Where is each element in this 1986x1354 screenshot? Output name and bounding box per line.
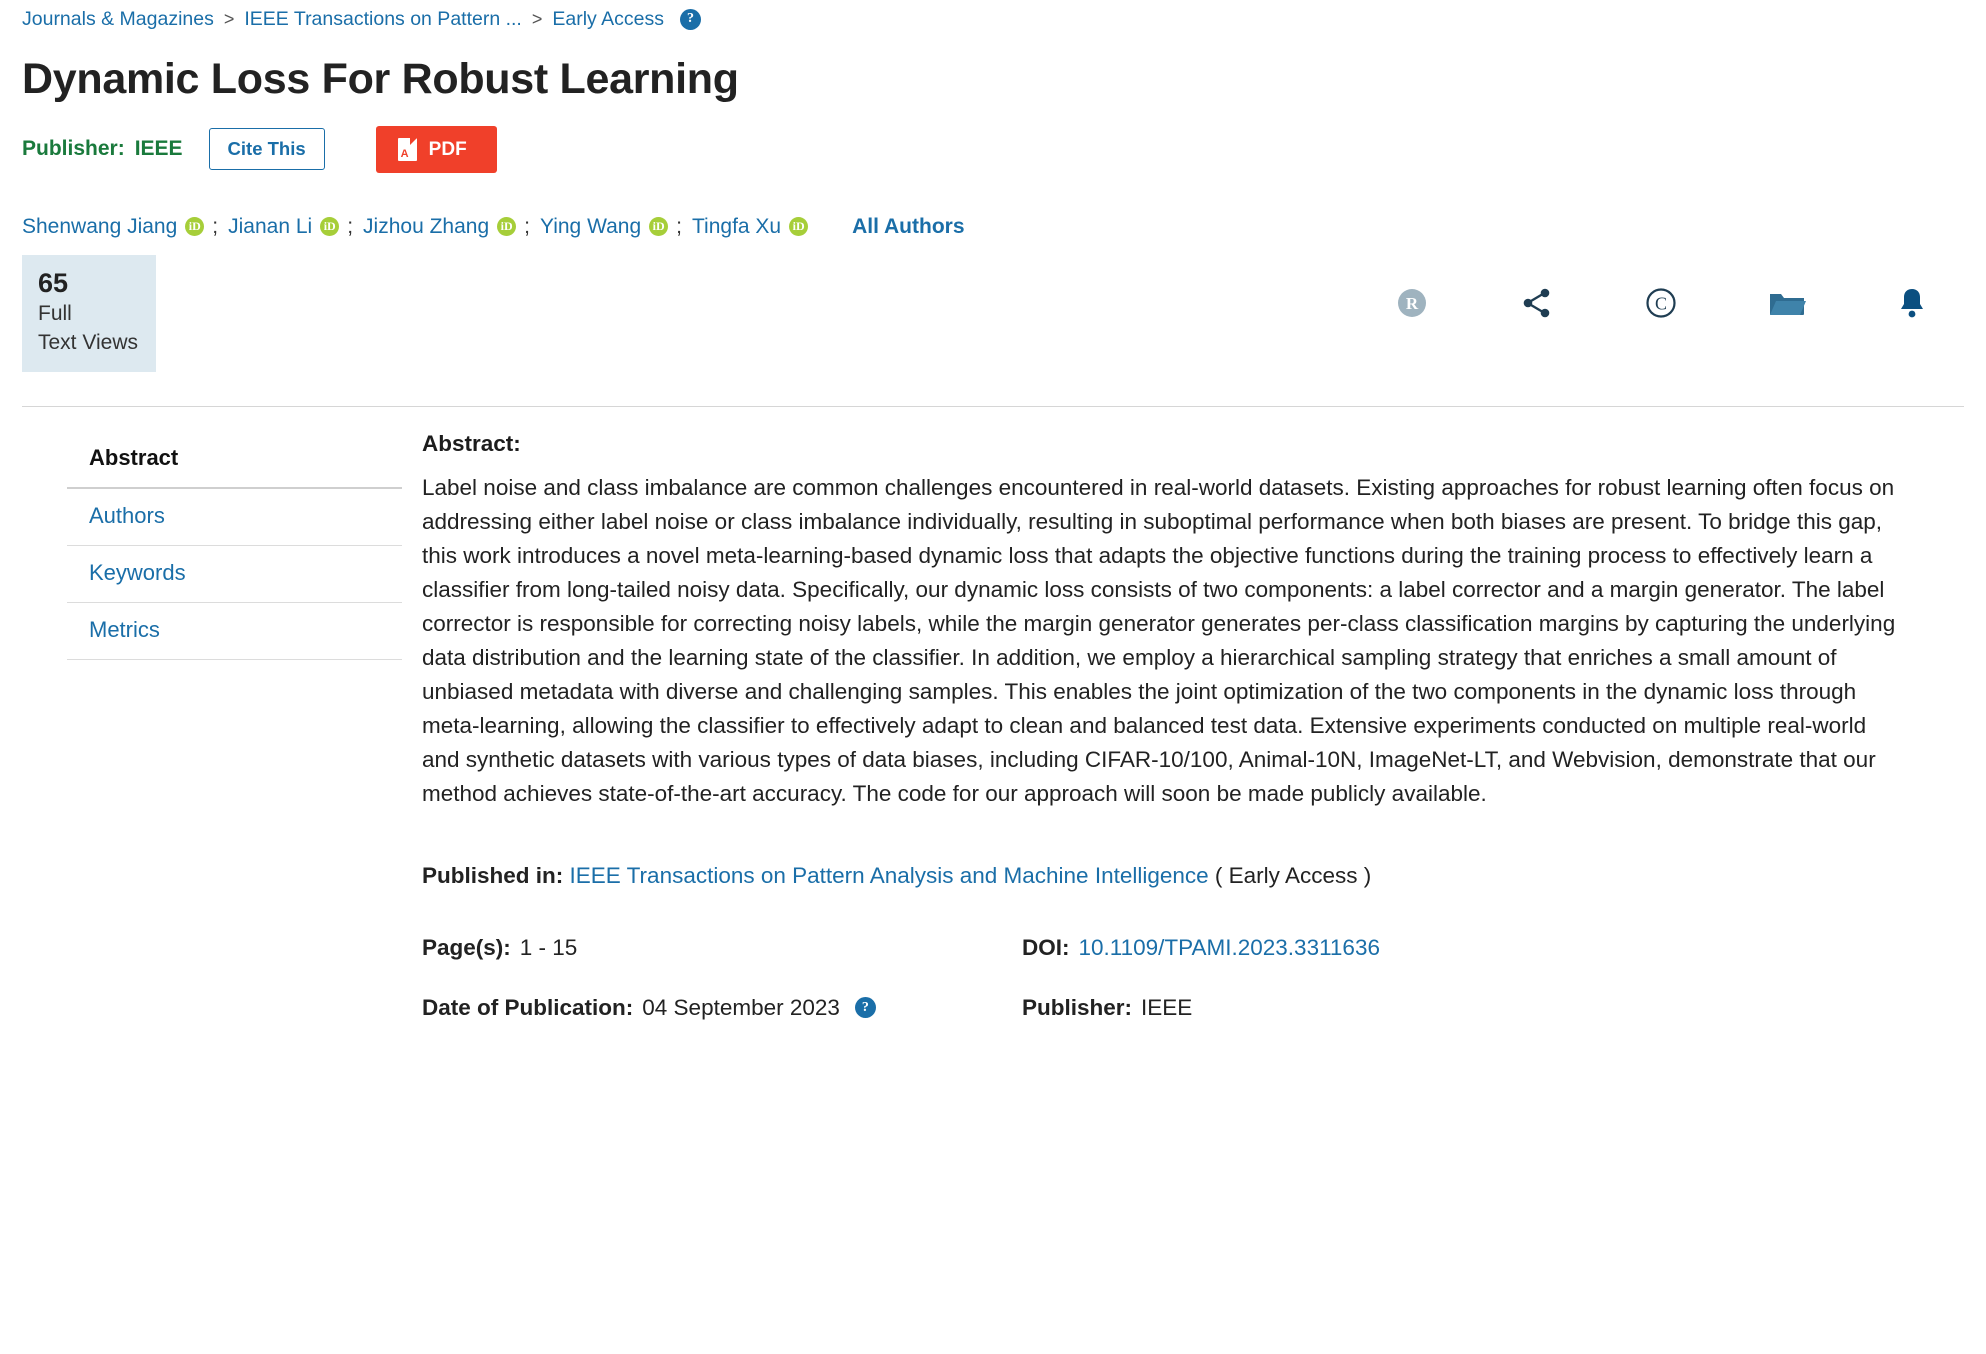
breadcrumb-separator: > bbox=[223, 8, 235, 29]
published-in-suffix: ( Early Access ) bbox=[1214, 862, 1372, 888]
page-title: Dynamic Loss For Robust Learning bbox=[22, 55, 739, 104]
doi-row bbox=[1022, 935, 1904, 961]
publisher-action-row bbox=[22, 126, 1964, 173]
pdf-file-icon bbox=[398, 138, 417, 161]
cite-this-button[interactable]: Cite This bbox=[209, 128, 325, 171]
author-separator: ; bbox=[212, 214, 219, 238]
all-authors-link[interactable]: All Authors bbox=[852, 214, 965, 238]
full-text-views-box bbox=[22, 255, 156, 373]
author-separator: ; bbox=[524, 214, 530, 238]
full-text-views-label-2: Text Views bbox=[38, 331, 138, 355]
sidebar-item-metrics[interactable]: Metrics bbox=[67, 603, 402, 660]
doi-link[interactable]: 10.1109/TPAMI.2023.3311636 bbox=[1078, 934, 1380, 960]
orcid-icon[interactable]: iD bbox=[789, 217, 808, 236]
breadcrumb-item-journals[interactable]: Journals & Magazines bbox=[22, 8, 214, 30]
orcid-icon[interactable]: iD bbox=[320, 217, 339, 236]
orcid-icon[interactable]: iD bbox=[185, 217, 204, 236]
author-separator: ; bbox=[676, 214, 682, 238]
published-in-label: Published in: bbox=[422, 862, 564, 888]
help-icon[interactable]: ? bbox=[680, 9, 701, 30]
svg-text:R: R bbox=[1405, 293, 1419, 313]
breadcrumb-item-transactions[interactable]: IEEE Transactions on Pattern ... bbox=[244, 8, 522, 30]
author-separator: ; bbox=[347, 214, 354, 238]
action-icon-bar bbox=[1394, 285, 1964, 321]
sidebar-item-keywords[interactable]: Keywords bbox=[67, 546, 402, 603]
abstract-heading: Abstract: bbox=[422, 431, 521, 457]
sidebar-item-abstract[interactable]: Abstract bbox=[67, 431, 402, 489]
pdf-button[interactable] bbox=[376, 126, 497, 173]
publisher-row bbox=[1022, 995, 1904, 1021]
author-link[interactable]: Shenwang Jiang bbox=[22, 214, 178, 238]
doi-label: DOI: bbox=[1022, 934, 1070, 960]
rights-permissions-icon[interactable] bbox=[1644, 286, 1678, 320]
research-alerts-icon[interactable] bbox=[1394, 285, 1430, 321]
author-link[interactable]: Ying Wang bbox=[539, 214, 642, 238]
share-icon[interactable] bbox=[1520, 286, 1554, 320]
abstract-text: Label noise and class imbalance are common challenges encountered in real-world datasets. Existing approaches for robust learning often focus on addressing either label noise or class imbalance individually, resulting in suboptimal performance when both biases are present. To bridge this gap, this work introduces a novel meta-learning-based dynamic loss that adapts the objective functions during the training process to effectively learn a classifier from long-tailed noisy data. Specifically, our dynamic loss consists of two components: a label corrector and a margin generator. The label corrector is responsible for correcting noisy labels, while the margin generator generates per-class classification margins by capturing the underlying data distribution and the learning state of the classifier. In addition, we employ a hierarchical sampling strategy that enriches a small amount of unbiased metadata with diverse and challenging samples. This enables the joint optimization of the two components in the dynamic loss through meta-learning, allowing the classifier to effectively adapt to clean and balanced test data. Extensive experiments conducted on multiple real-world and synthetic datasets with various types of data biases, including CIFAR-10/100, Animal-10N, ImageNet-LT, and Webvision, demonstrate that our method achieves state-of-the-art accuracy. The code for our approach will soon be made publicly available. bbox=[422, 475, 1896, 806]
publisher-meta-label: Publisher: bbox=[1022, 994, 1133, 1020]
publisher-line bbox=[22, 137, 183, 161]
breadcrumb-separator: > bbox=[531, 8, 543, 29]
full-text-views-label-1: Full bbox=[38, 302, 72, 326]
abstract-section bbox=[402, 431, 1964, 1021]
pdf-button-label: PDF bbox=[428, 138, 467, 160]
article-metadata bbox=[422, 935, 1904, 1021]
section-sidebar bbox=[22, 431, 402, 660]
publisher-label: Publisher: bbox=[22, 137, 125, 161]
alerts-bell-icon[interactable] bbox=[1896, 286, 1928, 320]
date-of-publication-label: Date of Publication: bbox=[422, 994, 634, 1020]
breadcrumb-item-early-access[interactable]: Early Access bbox=[552, 8, 664, 30]
orcid-icon[interactable]: iD bbox=[497, 217, 516, 236]
publisher-name: IEEE bbox=[134, 137, 183, 161]
author-list bbox=[22, 215, 1964, 239]
pages-value: 1 - 15 bbox=[519, 934, 578, 960]
publisher-meta-value: IEEE bbox=[1141, 994, 1193, 1020]
published-in-line bbox=[422, 863, 1904, 889]
full-text-views-count: 65 bbox=[38, 267, 69, 298]
journal-link[interactable]: IEEE Transactions on Pattern Analysis and Machine Intelligence bbox=[569, 862, 1209, 888]
pages-row bbox=[422, 935, 1022, 961]
author-link[interactable]: Jianan Li bbox=[228, 214, 313, 238]
article-body bbox=[22, 407, 1964, 1021]
breadcrumb bbox=[22, 0, 1964, 31]
folder-icon[interactable] bbox=[1768, 288, 1806, 318]
pages-label: Page(s): bbox=[422, 934, 511, 960]
date-of-publication-value: 04 September 2023 bbox=[642, 994, 840, 1020]
help-icon[interactable]: ? bbox=[855, 997, 876, 1018]
author-link[interactable]: Tingfa Xu bbox=[692, 214, 782, 238]
author-link[interactable]: Jizhou Zhang bbox=[363, 214, 490, 238]
svg-text:C: C bbox=[1654, 293, 1668, 314]
orcid-icon[interactable]: iD bbox=[649, 217, 668, 236]
sidebar-item-authors[interactable]: Authors bbox=[67, 489, 402, 546]
metrics-actions-strip bbox=[22, 255, 1964, 373]
date-of-publication-row bbox=[422, 995, 1022, 1021]
